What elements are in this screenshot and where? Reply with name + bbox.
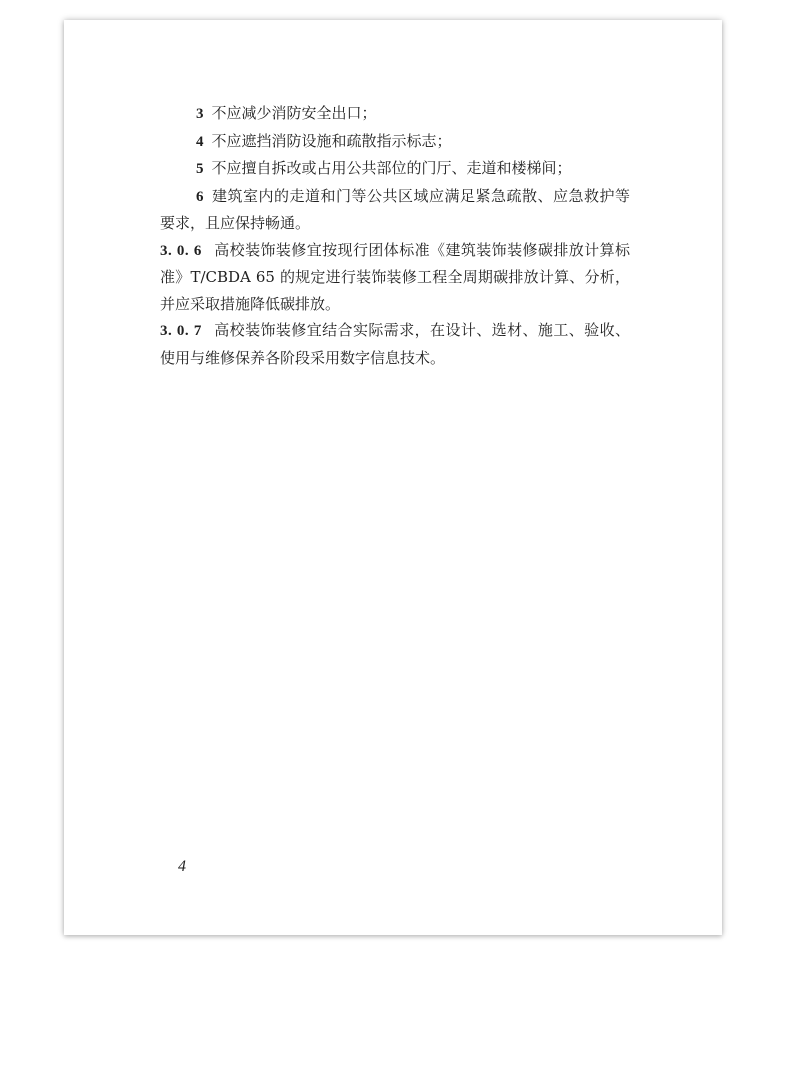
item-number: 6: [196, 188, 204, 205]
clause-3-0-7: [160, 317, 630, 371]
clause-number: 3. 0. 6: [160, 242, 202, 259]
clause-number: 3. 0. 7: [160, 323, 202, 339]
item-text: 建筑室内的走道和门等公共区域应满足紧急疏散、应急救护等要求，且应保持畅通。: [160, 186, 630, 232]
page-number: 4: [178, 858, 186, 875]
item-number: 4: [196, 133, 204, 150]
list-item-5: [160, 155, 630, 183]
clause-text: 高校装饰装修宜按现行团体标准《建筑装饰装修碳排放计算标准》T/CBDA 65 的规定进行装饰装修工程全周期碳排放计算、分析，并应采取措施降低碳排放。: [160, 240, 630, 313]
document-page: [64, 20, 722, 935]
list-item-4: [160, 128, 630, 156]
item-text: 不应擅自拆改或占用公共部位的门厅、走道和楼梯间；: [211, 159, 572, 177]
list-item-3: [160, 100, 630, 128]
page-content: [160, 100, 630, 371]
item-number: 5: [196, 161, 204, 177]
item-text: 不应减少消防安全出口；: [211, 104, 377, 122]
item-text: 不应遮挡消防设施和疏散指示标志；: [211, 131, 452, 150]
list-item-6: [160, 183, 630, 237]
item-number: 3: [196, 106, 204, 122]
clause-text: 高校装饰装修宜结合实际需求，在设计、选材、施工、验收、使用与维修保养各阶段采用数字信息技术。: [160, 321, 630, 367]
clause-3-0-6: [160, 237, 630, 318]
